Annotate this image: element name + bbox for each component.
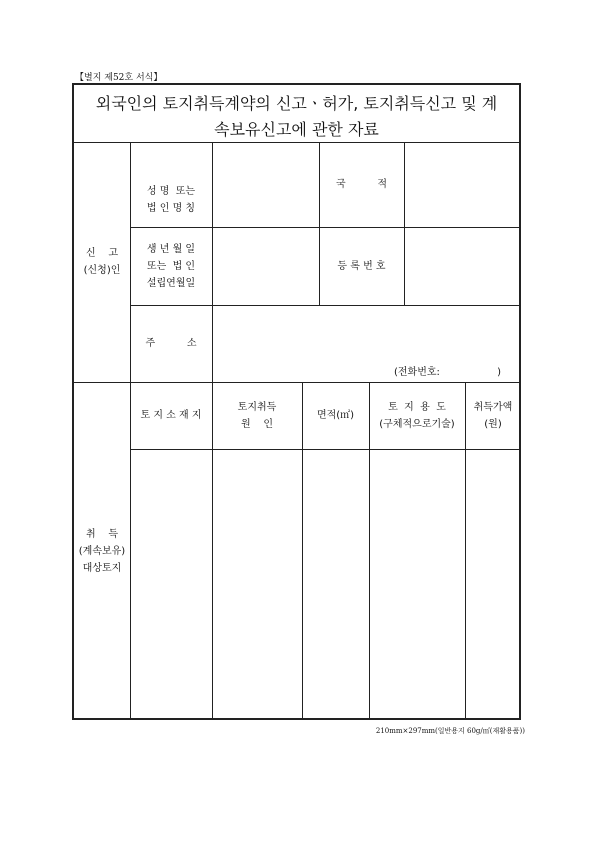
col-area-header [302, 382, 369, 449]
applicant-section-label [74, 142, 130, 382]
col-area-label: 면적(㎡) [316, 410, 355, 421]
birth-field[interactable] [212, 227, 319, 305]
nationality-label [319, 142, 404, 227]
cause-field[interactable] [212, 449, 302, 720]
regno-field[interactable] [404, 227, 521, 305]
name-label [130, 170, 212, 230]
birth-label-3: 설립연월일 [146, 277, 196, 289]
form-number-label: 【별지 제52호 서식】 [75, 73, 163, 83]
col-cause-header [212, 382, 302, 449]
col-use-header [369, 382, 465, 449]
birth-label [130, 227, 212, 305]
col-location-label: 토 지 소 재 지 [140, 410, 202, 421]
price-field[interactable] [465, 449, 521, 720]
col-use-label-1: 토 지 용 도 [388, 401, 446, 413]
land-section-label [74, 382, 130, 720]
paper-size-footnote: 210mm×297mm(일반용지 60g/㎡(재활용품)) [375, 727, 525, 735]
birth-label-1: 생 년 월 일 [146, 243, 196, 255]
address-label-text: 주 소 [145, 338, 197, 349]
nationality-field[interactable] [404, 142, 521, 227]
location-field[interactable] [130, 449, 212, 720]
regno-label-text: 등 록 번 호 [337, 260, 386, 272]
form-title-line2: 속보유신고에 관한 자료 [214, 120, 379, 139]
col-cause-label-2: 원 인 [240, 418, 274, 430]
col-price-label-2: (원) [484, 418, 502, 430]
form-title-line1: 외국인의 토지취득계약의 신고ㆍ허가, 토지취득신고 및 계 [95, 94, 498, 113]
nationality-label-text: 국 적 [335, 179, 388, 190]
col-price-label-1: 취득가액 [473, 401, 513, 413]
phone-label: (전화번호: ) [394, 367, 502, 378]
address-label [130, 305, 212, 382]
form-table [72, 83, 521, 720]
form-title [74, 91, 519, 143]
land-section-label-3: 대상토지 [82, 562, 122, 574]
name-label-2: 법 인 명 칭 [146, 203, 196, 214]
land-section-label-2: (계속보유) [78, 545, 126, 557]
land-section-label-1: 취 득 [85, 528, 119, 540]
applicant-section-label-1: 신 고 [85, 248, 119, 259]
name-field[interactable] [212, 142, 319, 227]
col-use-label-2: (구체적으로기술) [379, 418, 455, 430]
col-location-header [130, 382, 212, 449]
birth-label-2: 또는 법 인 [146, 260, 196, 272]
regno-label [319, 227, 404, 305]
area-field[interactable] [302, 449, 369, 720]
col-cause-label-1: 토지취득 [237, 401, 277, 413]
name-label-1: 성 명 또는 [146, 186, 196, 197]
applicant-section-label-2: (신청)인 [83, 265, 121, 276]
col-price-header [465, 382, 521, 449]
use-field[interactable] [369, 449, 465, 720]
